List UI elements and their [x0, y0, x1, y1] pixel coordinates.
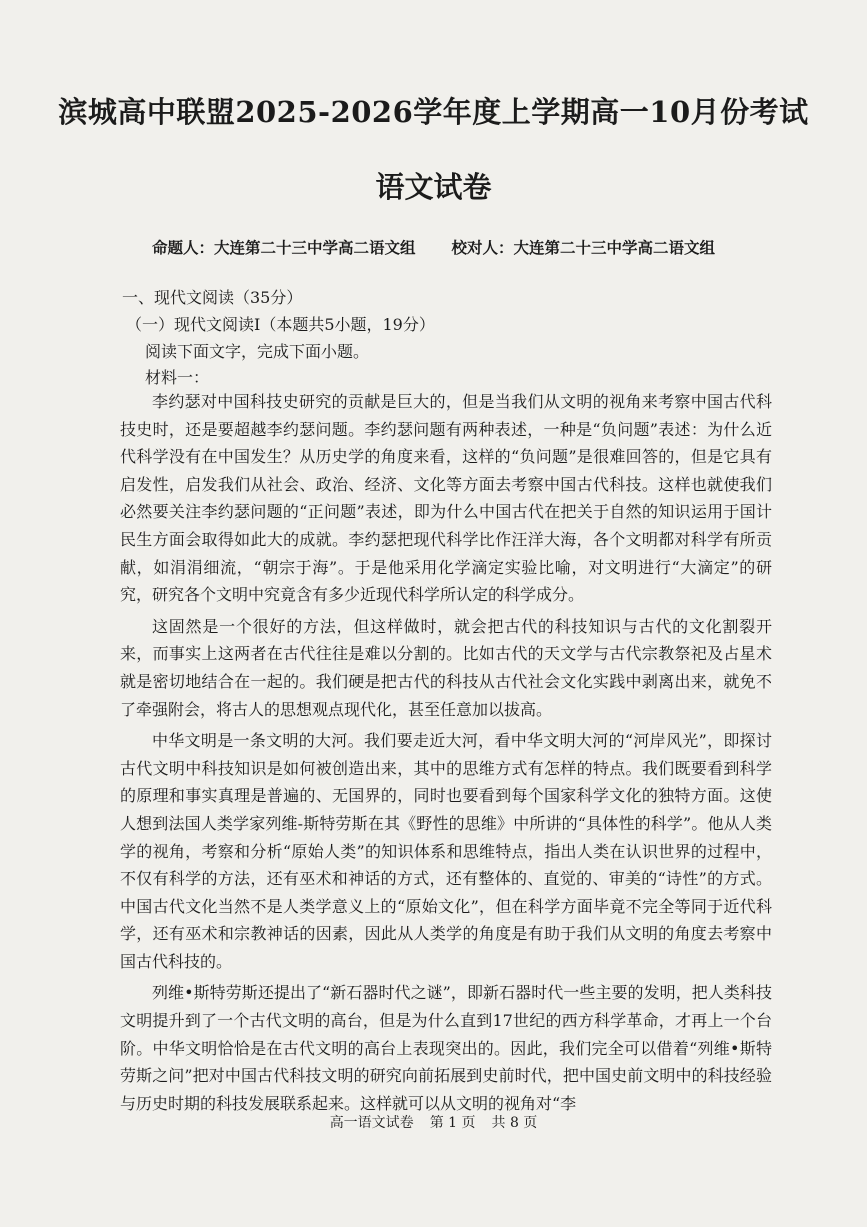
footer-total-pages: 共 8 页: [491, 1115, 538, 1131]
reading-instruction: 阅读下面文字，完成下面小题。: [145, 342, 370, 361]
author-credit: 命题人：大连第二十三中学高二语文组: [151, 238, 416, 257]
exam-title: 滨城高中联盟2025-2026学年度上学期高一10月份考试: [58, 95, 809, 129]
paragraph: 这固然是一个很好的方法，但这样做时，就会把古代的科技知识与古代的文化割裂开来，而事实上这两者在古代往往是难以分割的。比如古代的天文学与古代宗教祭祀及占星术就是密切地结合在一起的。我们硬是把古代的科技从古代社会文化实践中剥离出来，就免不了牵强附会，将古人的思想观点现代化，甚至任意加以拔高。: [120, 616, 772, 719]
subsection-heading: （一）现代文阅读Ⅰ（本题共5小题，19分）: [126, 315, 435, 334]
material-body: [120, 388, 772, 1121]
footer-course: 高一语文试卷: [329, 1115, 414, 1131]
proofreader-credit: 校对人：大连第二十三中学高二语文组: [451, 238, 716, 257]
paragraph: 列维•斯特劳斯还提出了“新石器时代之谜”，即新石器时代一些主要的发明，把人类科技文明提升到了一个古代文明的高台，但是为什么直到17世纪的西方科学革命，才再上一个台阶。中华文明恰恰是在古代文明的高台上表现突出的。因此，我们完全可以借着“列维•斯特劳斯之问”把对中国古代科技文明的研究向前拓展到史前时代，把中国史前文明中的科技经验与历史时期的科技发展联系起来。这样就可以从文明的视角对“李: [120, 983, 772, 1113]
paragraph: 中华文明是一条文明的大河。我们要走近大河，看中华文明大河的“河岸风光”，即探讨古代文明中科技知识是如何被创造出来，其中的思维方式有怎样的特点。我们既要看到科学的原理和事实真理是普遍的、无国界的，同时也要看到每个国家科学文化的独特方面。这使人想到法国人类学家列维-斯特劳斯在其《野性的思维》中所讲的“具体性的科学”。他从人类学的视角，考察和分析“原始人类”的知识体系和思维特点，指出人类在认识世界的过程中，不仅有科学的方法，还有巫术和神话的方式，还有整体的、直觉的、审美的“诗性”的方式。中国古代文化当然不是人类学意义上的“原始文化”，但在科学方面毕竟不完全等同于近代科学，还有巫术和宗教神话的因素，因此从人类学的角度是有助于我们从文明的角度去考察中国古代科技的。: [120, 731, 772, 971]
section-heading: 一、现代文阅读（35分）: [122, 288, 303, 307]
paragraph: 李约瑟对中国科技史研究的贡献是巨大的，但是当我们从文明的视角来考察中国古代科技史时，还是要超越李约瑟问题。李约瑟问题有两种表述，一种是“负问题”表述：为什么近代科学没有在中国发生？从历史学的角度来看，这样的“负问题”是很难回答的，但是它具有启发性，启发我们从社会、政治、经济、文化等方面去考察中国古代科技。这样也就使我们必然要关注李约瑟问题的“正问题”表述，即为什么中国古代在把关于自然的知识运用于国计民生方面会取得如此大的成就。李约瑟把现代科学比作汪洋大海，各个文明都对科学有所贡献，如涓涓细流，“朝宗于海”。于是他采用化学滴定实验比喻，对文明进行“大滴定”的研究，研究各个文明中究竟含有多少近现代科学所认定的科学成分。: [120, 392, 772, 605]
material-label: 材料一：: [145, 368, 210, 387]
author-line: [0, 236, 867, 258]
footer-page-number: 第 1 页: [429, 1115, 476, 1131]
exam-subtitle: 语文试卷: [375, 170, 492, 204]
page-footer: [0, 1112, 867, 1132]
